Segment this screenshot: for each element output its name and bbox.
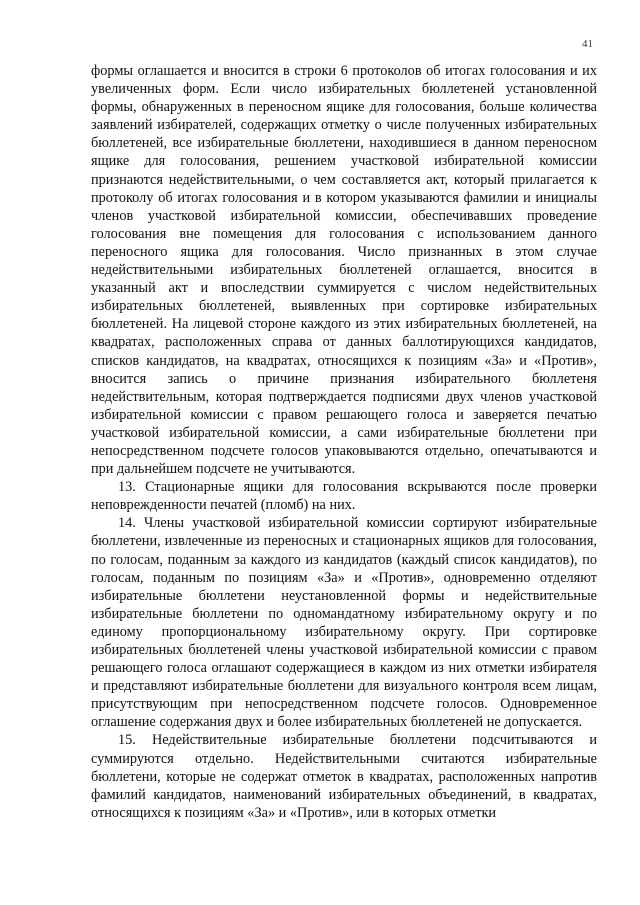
paragraph-13: 13. Стационарные ящики для голосования вскрываются после проверки неповрежденности печатей (пломб) на них.: [91, 479, 597, 514]
page-number: 41: [582, 38, 593, 50]
paragraph-15: 15. Недействительные избирательные бюллетени подсчитываются и суммируются отдельно. Недействительными считаются избирательные бюллетени, которые не содержат отметок в квадратах, расположенных напротив фамилий кандидатов, наименований избирательных объединений, в квадратах, относящихся к позициям «За» и «Против», или в которых отметки: [91, 732, 597, 821]
paragraph-14: 14. Члены участковой избирательной комиссии сортируют избирательные бюллетени, извлеченные из переносных и стационарных ящиков для голосования, по голосам, поданным за каждого из кандидатов (каждый список кандидатов), по голосам, поданным по позициям «За» и «Против», одновременно отделяют избирательные бюллетени неустановленной формы и недействительные избирательные бюллетени по одномандатному избирательному округу и по единому пропорциональному избирательному округу. При сортировке избирательных бюллетеней члены участковой избирательной комиссии с правом решающего голоса оглашают содержащиеся в каждом из них отметки избирателя и представляют избирательные бюллетени для визуального контроля всем лицам, присутствующим при непосредственном подсчете голосов. Одновременное оглашение содержания двух и более избирательных бюллетеней не допускается.: [91, 515, 597, 731]
paragraph-continuation: формы оглашается и вносится в строки 6 протоколов об итогах голосования и их увеличенных форм. Если число избирательных бюллетеней установленной формы, обнаруженных в переносном ящике для голосования, больше количества заявлений избирателей, содержащих отметку о числе полученных избирательных бюллетеней, все избирательные бюллетени, находившиеся в данном переносном ящике для голосования, решением участковой избирательной комиссии признаются недействительными, о чем составляется акт, который прилагается к протоколу об итогах голосования и в котором указываются фамилии и инициалы членов участковой избирательной комиссии, обеспечивавших проведение голосования вне помещения для голосования с использованием данного переносного ящика для голосования. Число признанных в этом случае недействительными избирательных бюллетеней оглашается, вносится в указанный акт и впоследствии суммируется с числом недействительных избирательных бюллетеней, выявленных при сортировке избирательных бюллетеней. На лицевой стороне каждого из этих избирательных бюллетеней, на квадратах, расположенных справа от данных баллотирующихся кандидатов, списков кандидатов, на квадратах, относящихся к позициям «За» и «Против», вносится запись о причине признания избирательного бюллетеня недействительным, которая подтверждается подписями двух членов участковой избирательной комиссии с правом решающего голоса и заверяется печатью участковой избирательной комиссии, а сами избирательные бюллетени при непосредственном подсчете голосов упаковываются отдельно, опечатываются и при дальнейшем подсчете не учитываются.: [91, 63, 597, 478]
document-body: [91, 62, 597, 822]
